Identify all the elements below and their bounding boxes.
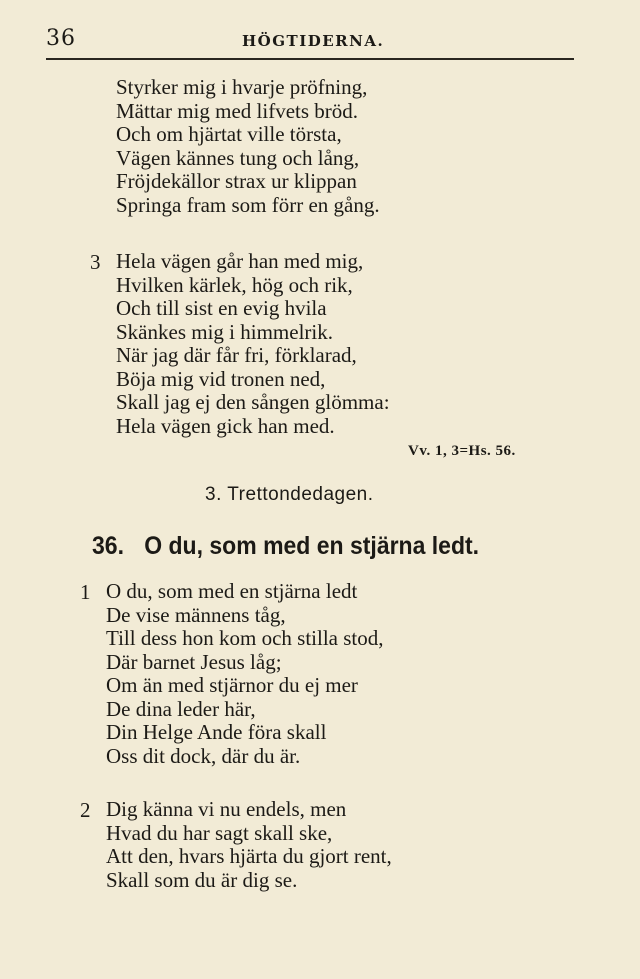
- verse-line: Skänkes mig i himmelrik.: [116, 319, 333, 344]
- hymn-number: 36.: [92, 532, 124, 560]
- verse-line: Skall som du är dig se.: [106, 867, 298, 892]
- header-rule: [46, 58, 574, 60]
- verse-line: Att den, hvars hjärta du gjort rent,: [106, 844, 392, 868]
- verse-line: Böja mig vid tronen ned,: [116, 366, 326, 391]
- verse-number: 2: [80, 798, 91, 822]
- verse-line: Och om hjärtat ville törsta,: [116, 122, 342, 146]
- verse-number: 3: [90, 250, 101, 274]
- verse-line: Om än med stjärnor du ej mer: [106, 673, 358, 697]
- verse-line: De vise männens tåg,: [106, 602, 286, 627]
- verse-line: Dig känna vi nu endels, men: [106, 797, 347, 821]
- verse-number: 1: [80, 580, 91, 604]
- verse-line: När jag där får fri, förklarad,: [116, 343, 357, 367]
- verse-line: Vägen kännes tung och lång,: [116, 145, 360, 170]
- verse-line: O du, som med en stjärna ledt: [106, 579, 358, 603]
- verse-line: Till dess hon kom och stilla stod,: [106, 626, 384, 650]
- section-heading: 3. Trettondedagen.: [205, 484, 374, 505]
- verse-line: Och till sist en evig hvila: [116, 296, 327, 320]
- verse-line: Hvad du har sagt skall ske,: [106, 820, 333, 845]
- verse-line: Mättar mig med lifvets bröd.: [116, 98, 359, 123]
- verse-line: Hela vägen gick han med.: [116, 413, 335, 438]
- verse-line: De dina leder här,: [106, 696, 256, 721]
- verse-line: Springa fram som förr en gång.: [116, 192, 380, 217]
- hymn-title-text: O du, som med en stjärna ledt.: [144, 532, 480, 560]
- running-head: HÖGTIDERNA.: [242, 32, 385, 50]
- hymn-stanza-2: [80, 797, 392, 892]
- page-number: 36: [46, 26, 76, 51]
- verse-line: Din Helge Ande föra skall: [106, 720, 327, 744]
- verse-line: Fröjdekällor strax ur klippan: [116, 169, 357, 193]
- hymn-title: [92, 532, 479, 561]
- verse-line: Skall jag ej den sången glömma:: [116, 390, 390, 414]
- hymn-stanza-1: [80, 579, 384, 768]
- stanza-continued: [116, 76, 380, 217]
- verse-line: Oss dit dock, där du är.: [106, 743, 301, 768]
- hymnal-reference: Vv. 1, 3=Hs. 56.: [408, 443, 516, 459]
- page-header: [46, 26, 574, 56]
- verse-line: Styrker mig i hvarje pröfning,: [116, 75, 368, 99]
- verse-line: Hela vägen går han med mig,: [116, 249, 364, 273]
- verse-line: Hvilken kärlek, hög och rik,: [116, 272, 353, 297]
- verse-line: Där barnet Jesus låg;: [106, 649, 282, 674]
- stanza-3: [90, 249, 390, 438]
